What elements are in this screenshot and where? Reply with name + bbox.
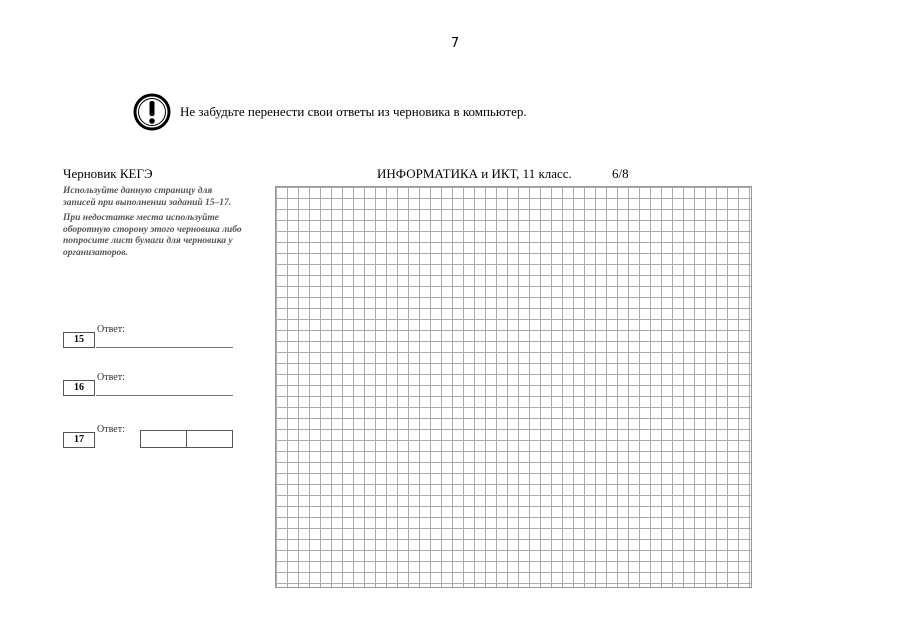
notice-banner [132,92,527,132]
answer-cells [140,430,232,448]
exclamation-circle-icon [132,92,172,132]
answer-row-15 [63,324,233,348]
subject-title: ИНФОРМАТИКА и ИКТ, 11 класс. [377,166,572,181]
answer-row-17 [63,424,233,448]
task-number: 15 [63,332,95,348]
task-number: 17 [63,432,95,448]
instructions [63,186,243,263]
instruction-paragraph: При недостатке места используйте оборотную сторону этого черновика либо попросите лист бумаги для черновика у организаторов. [63,213,242,258]
answer-label: Ответ: [97,372,125,383]
sheet-counter: 6/8 [612,166,629,181]
answer-row-16 [63,372,233,396]
answer-cell[interactable] [140,430,187,448]
instruction-paragraph: Используйте данную страницу для записей при выполнении заданий 15–17. [63,186,232,208]
answer-line[interactable] [96,395,233,396]
answer-label: Ответ: [97,424,125,435]
draft-grid [275,186,752,588]
notice-text: Не забудьте перенести свои ответы из черновика в компьютер. [180,104,527,119]
answer-line[interactable] [96,347,233,348]
page-number: 7 [450,36,460,51]
task-number: 16 [63,380,95,396]
answer-cell[interactable] [186,430,233,448]
answer-label: Ответ: [97,324,125,335]
draft-title: Черновик КЕГЭ [63,166,153,181]
